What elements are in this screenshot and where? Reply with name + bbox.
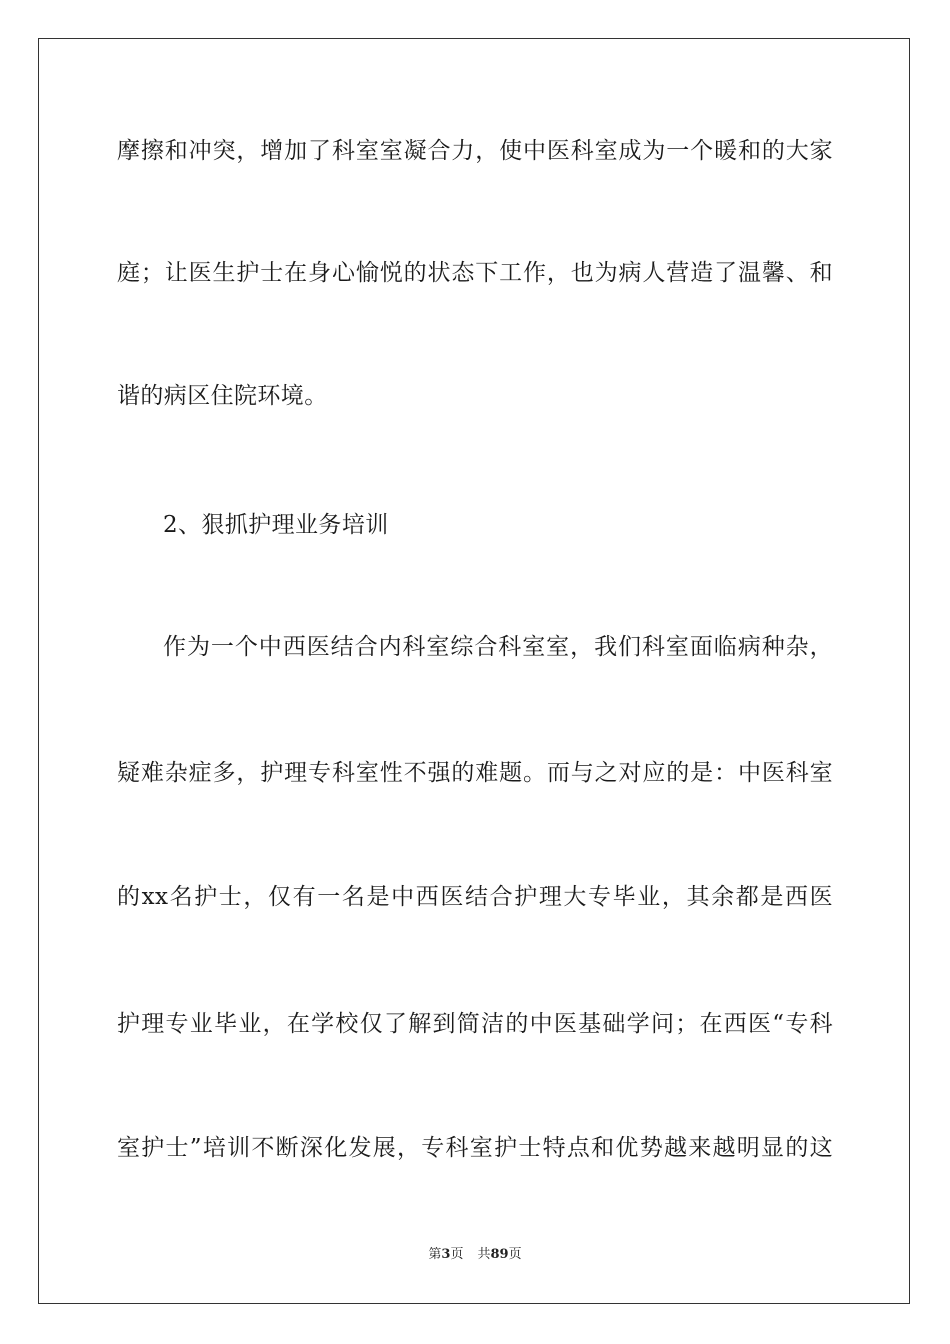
page-suffix: 页 — [450, 1247, 464, 1262]
text-line-7: 的xx名护士，仅有一名是中西医结合护理大专毕业，其余都是西医 — [117, 884, 833, 910]
text-line-8: 护理专业毕业，在学校仅了解到简洁的中医基础学问；在西医“专科 — [117, 1011, 833, 1037]
text-line-1: 摩擦和冲突，增加了科室室凝合力，使中医科室成为一个暖和的大家 — [117, 138, 833, 164]
page-footer — [0, 1246, 950, 1264]
page-prefix: 第 — [428, 1247, 442, 1262]
total-suffix: 页 — [508, 1247, 522, 1262]
text-line-9: 室护士”培训不断深化发展，专科室护士特点和优势越来越明显的这 — [117, 1135, 833, 1161]
page-border — [38, 38, 910, 1304]
text-line-5: 作为一个中西医结合内科室综合科室室，我们科室面临病种杂， — [163, 634, 833, 660]
total-prefix: 共 — [477, 1247, 491, 1262]
text-line-2: 庭；让医生护士在身心愉悦的状态下工作，也为病人营造了温馨、和 — [117, 260, 833, 286]
section-heading: 2、狠抓护理业务培训 — [163, 512, 389, 538]
text-line-6: 疑难杂症多，护理专科室性不强的难题。而与之对应的是：中医科室 — [117, 760, 833, 786]
page-number: 3 — [441, 1247, 451, 1262]
text-line-3: 谐的病区住院环境。 — [117, 383, 328, 409]
page-total: 89 — [490, 1247, 509, 1262]
